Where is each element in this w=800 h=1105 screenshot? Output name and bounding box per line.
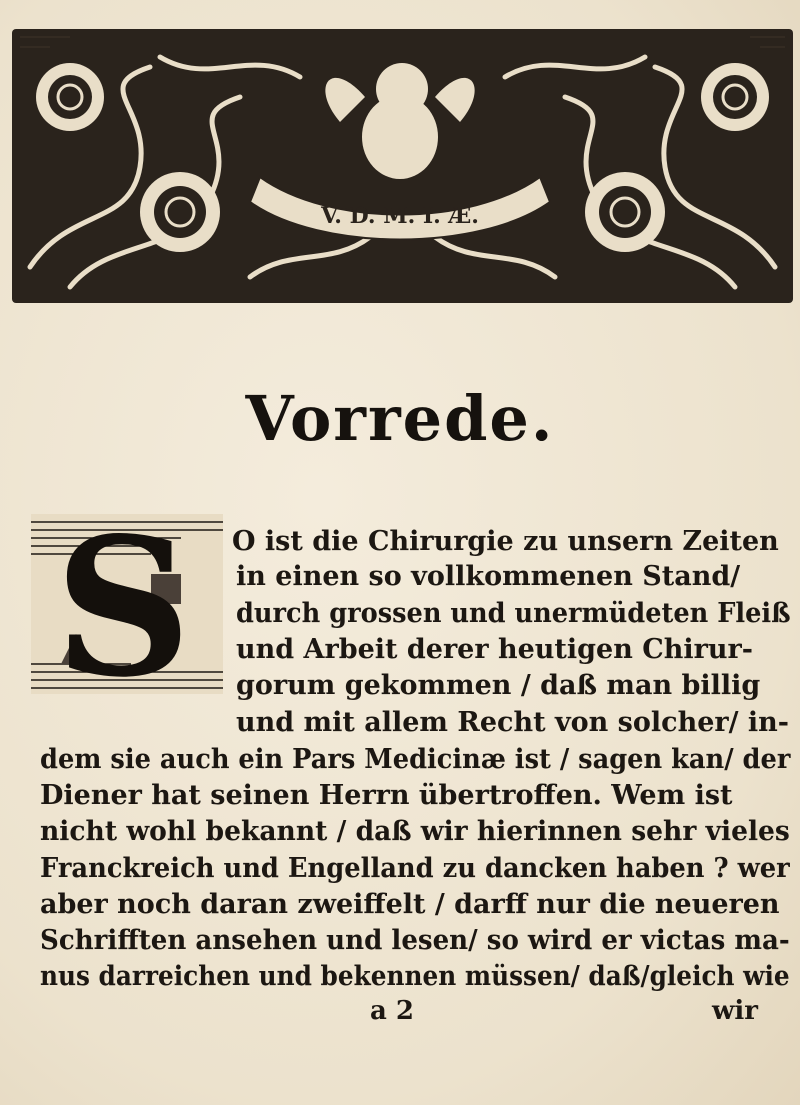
headpiece-motto: V. D. M. I. Æ. <box>321 203 479 229</box>
text-line: Franckreich und Engelland zu dancken haben ? wer <box>40 853 790 884</box>
text-line: und Arbeit derer heutigen Chirur- <box>236 634 753 665</box>
text-line: durch grossen und unermüdeten Fleiß <box>236 598 791 629</box>
signature-mark: a 2 <box>370 996 414 1026</box>
catchword: wir <box>712 996 758 1026</box>
initial-letter: S <box>54 514 192 694</box>
decorated-initial <box>31 514 223 694</box>
ornamental-headpiece <box>10 27 795 305</box>
text-line: nus darreichen und bekennen müssen/ daß/gleich wie <box>40 961 790 992</box>
text-line: gorum gekommen / daß man billig <box>236 670 761 701</box>
page-title: Vorrede. <box>245 382 555 455</box>
text-line: Diener hat seinen Herrn übertroffen. Wem ist <box>40 780 733 811</box>
text-line: und mit allem Recht von solcher/ in- <box>236 707 789 738</box>
text-line: aber noch daran zweiffelt / darff nur die neueren <box>40 889 780 920</box>
text-line: Schrifften ansehen und lesen/ so wird er victas ma- <box>40 925 790 956</box>
text-line: nicht wohl bekannt / daß wir hierinnen sehr vieles <box>40 816 790 847</box>
text-line: dem sie auch ein Pars Medicinæ ist / sagen kan/ der <box>40 744 791 775</box>
text-line: in einen so vollkommenen Stand/ <box>236 561 741 592</box>
text-line: O ist die Chirurgie zu unsern Zeiten <box>232 526 779 557</box>
